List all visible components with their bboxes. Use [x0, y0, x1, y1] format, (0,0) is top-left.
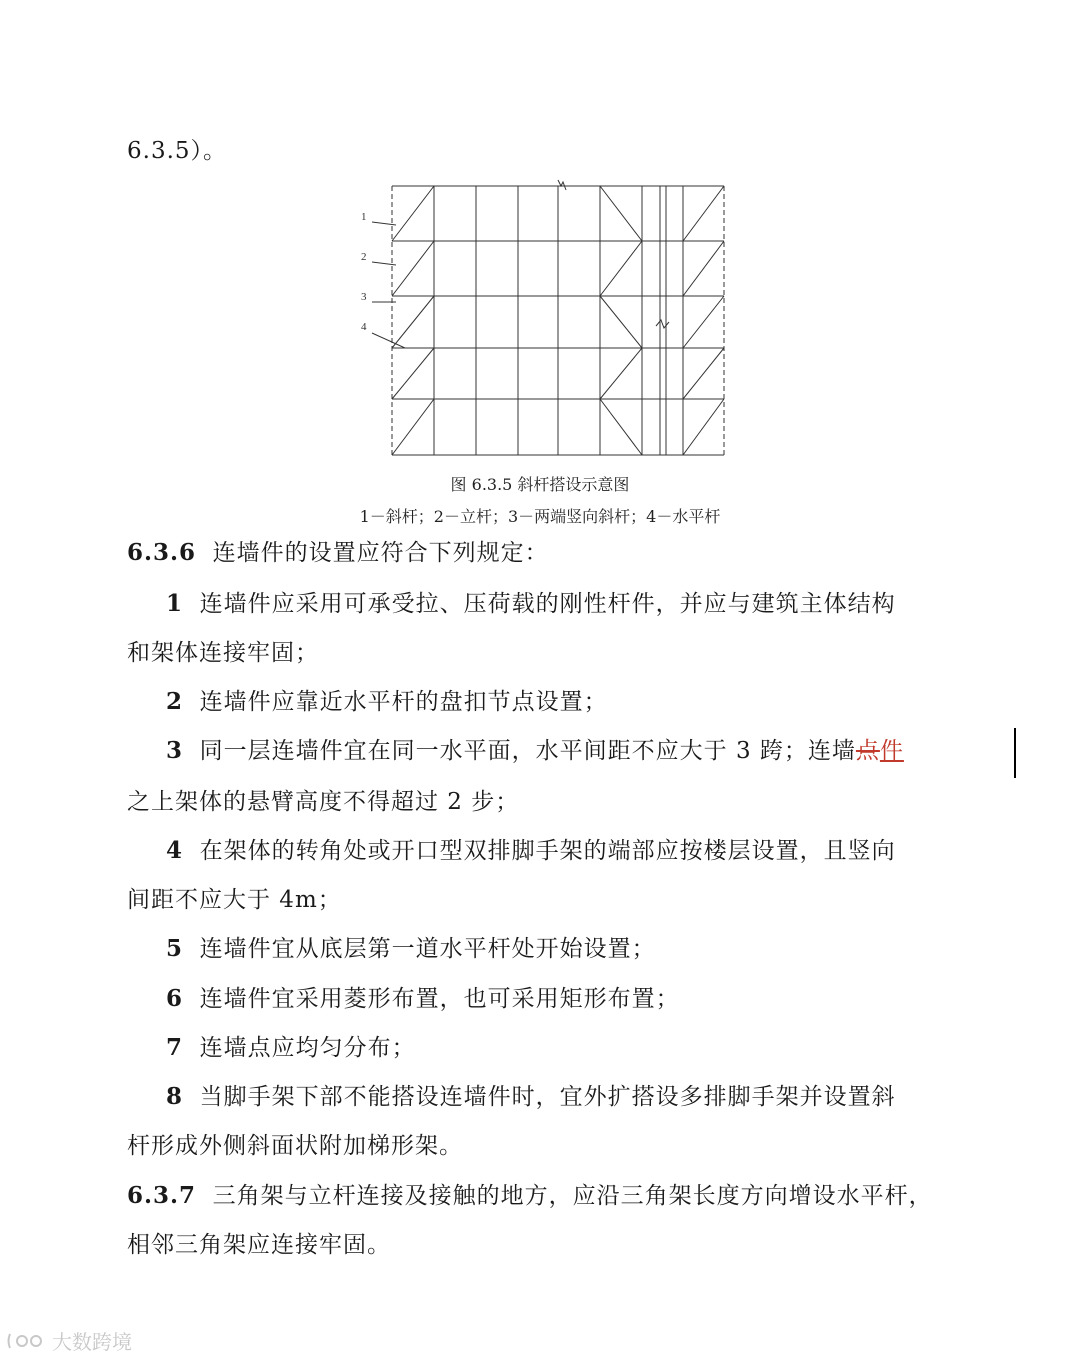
text-cursor: [1014, 728, 1016, 778]
item-5: [166, 930, 656, 963]
callout-3: 3: [361, 291, 367, 303]
item-7: [166, 1029, 416, 1062]
callout-2: 2: [361, 251, 367, 263]
item-3: [166, 732, 904, 765]
item-number: 6: [166, 985, 184, 1012]
figure-caption: 图 6.3.5 斜杆搭设示意图: [450, 475, 630, 494]
section-text: 三角架与立杆连接及接触的地方，应沿三角架长度方向增设水平杆，: [212, 1183, 933, 1209]
item-number: 3: [166, 737, 184, 764]
inserted-revision: 件: [879, 738, 904, 764]
scaffold-diagram: [340, 178, 740, 468]
item-4-cont: 间距不应大于 4m；: [127, 887, 342, 913]
item-8-cont: 杆形成外侧斜面状附加梯形架。: [127, 1133, 463, 1159]
item-text: 连墙件宜从底层第一道水平杆处开始设置；: [199, 936, 656, 962]
section-637-cont: 相邻三角架应连接牢固。: [127, 1232, 391, 1258]
callout-1: 1: [361, 211, 367, 223]
section-637: [127, 1177, 933, 1210]
item-text: 连墙件应采用可承受拉、压荷载的刚性杆件，并应与建筑主体结构: [199, 591, 896, 617]
item-number: 8: [166, 1083, 184, 1110]
item-4: [166, 832, 896, 865]
item-1: [166, 585, 896, 618]
section-ref: 6.3.5）。: [127, 138, 228, 164]
section-title: 连墙件的设置应符合下列规定：: [212, 540, 549, 566]
item-1-cont: 和架体连接牢固；: [127, 640, 319, 666]
item-text: 连墙件宜采用菱形布置，也可采用矩形布置；: [199, 986, 680, 1012]
deleted-revision: 点: [855, 738, 880, 764]
figure-legend: 1－斜杆；2－立杆；3－两端竖向斜杆；4－水平杆: [359, 507, 721, 526]
item-number: 2: [166, 688, 184, 715]
item-text: 同一层连墙件宜在同一水平面，水平间距不应大于 3 跨；连墙: [199, 738, 856, 764]
item-3-cont: 之上架体的悬臂高度不得超过 2 步；: [127, 789, 520, 815]
section-number: 6.3.7: [127, 1182, 197, 1209]
item-6: [166, 980, 680, 1013]
item-2: [166, 683, 608, 716]
item-text: 连墙点应均匀分布；: [199, 1035, 416, 1061]
section-636: [127, 534, 549, 567]
item-text: 连墙件应靠近水平杆的盘扣节点设置；: [199, 689, 608, 715]
watermark-text: 大数跨境: [52, 1330, 132, 1354]
item-text: 当脚手架下部不能搭设连墙件时，宜外扩搭设多排脚手架并设置斜: [199, 1084, 896, 1110]
watermark-logo-icon: [6, 1330, 46, 1352]
item-number: 4: [166, 837, 184, 864]
callout-4: 4: [361, 321, 367, 333]
item-number: 7: [166, 1034, 184, 1061]
section-number: 6.3.6: [127, 539, 197, 566]
item-number: 1: [166, 590, 184, 617]
item-number: 5: [166, 935, 184, 962]
item-text: 在架体的转角处或开口型双排脚手架的端部应按楼层设置，且竖向: [199, 838, 896, 864]
item-8: [166, 1078, 896, 1111]
watermark: [6, 1326, 132, 1355]
